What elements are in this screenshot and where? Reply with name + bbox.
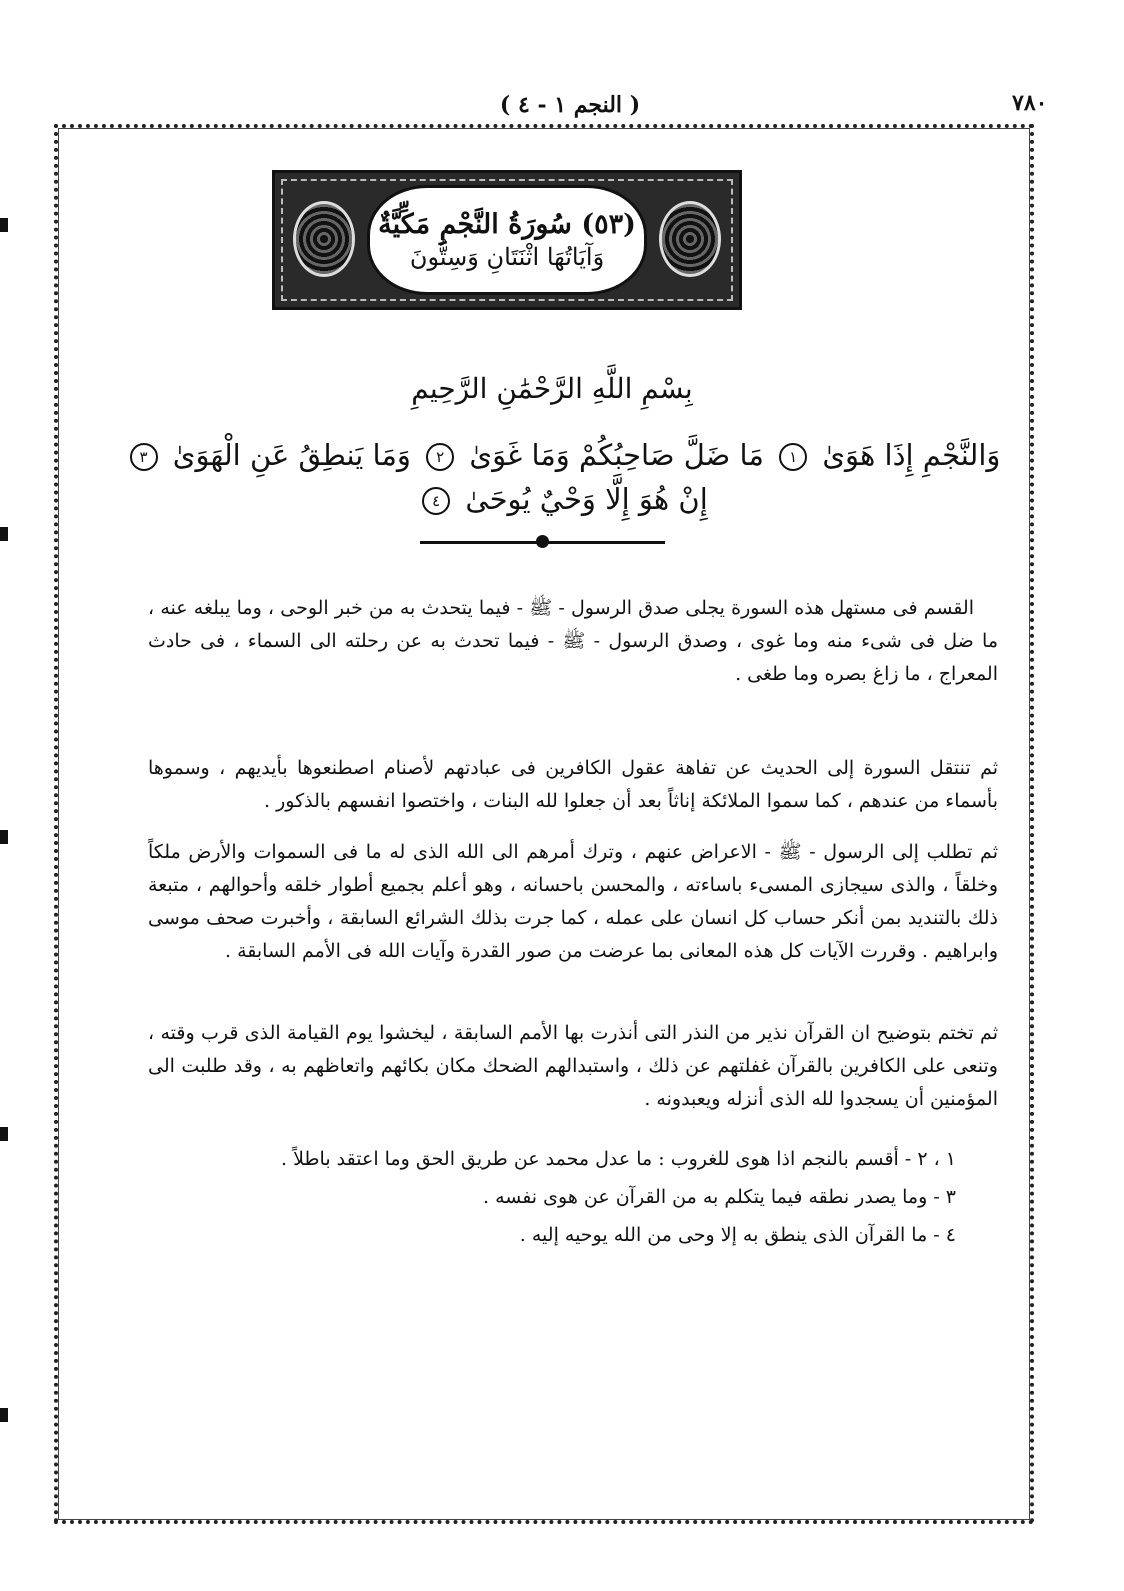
commentary-note: ١ ، ٢ - أقسم بالنجم اذا هوى للغروب : ما عدل محمد عن طريق الحق وما اعتقد باطلاً .: [281, 1148, 956, 1170]
scan-edge-mark: [0, 527, 8, 541]
running-head: ( النجم ١ - ٤ ): [499, 92, 641, 118]
paragraph-text: ثم تنتقل السورة إلى الحديث عن تفاهة عقول الكافرين فى عبادتهم لأصنام اصطنعوها بأيديهم ، وسموها بأسماء من عندهم ، كما سموا الملائكة إناثاً بعد أن جعلوا لله البنات ، واختصوا انفسهم بالذكور .: [148, 757, 998, 812]
scan-edge-mark: [0, 218, 8, 232]
ayah-number-marker: ٢: [426, 443, 454, 471]
page-frame-inner: [58, 128, 1030, 1520]
quran-verses: [122, 434, 1002, 521]
paragraph-text: القسم فى مستهل هذه السورة يجلى صدق الرسول - ﷺ - فيما يتحدث به من خبر الوحى ، وما يبلغه عنه ، ما ضل فى شىء منه وما غوى ، وصدق الرسول - ﷺ - فيما تحدث به عن رحلته الى السماء ، فى حادث المعراج ، ما زاغ بصره وما طغى .: [148, 597, 998, 685]
separator-dot: [536, 535, 549, 548]
ayah-number-marker: ٣: [130, 443, 158, 471]
intro-paragraph: [148, 592, 998, 691]
ayah-number-marker: ١: [779, 443, 807, 471]
surah-verse-count: وَآيَاتُهَا اثْنَتَانِ وَسِتُّونَ: [409, 242, 605, 271]
scan-edge-mark: [0, 830, 8, 844]
commentary-note: ٤ - ما القرآن الذى ينطق به إلا وحى من الله يوحيه إليه .: [519, 1224, 956, 1246]
verse-text: مَا ضَلَّ صَاحِبُكُمْ وَمَا غَوَىٰ: [469, 438, 764, 472]
verse-text: إِنْ هُوَ إِلَّا وَحْيٌ يُوحَىٰ: [465, 481, 708, 516]
rosette-ornament-icon: [659, 201, 721, 277]
page-number: ٧٨٠: [1012, 90, 1048, 116]
verse-text: وَمَا يَنطِقُ عَنِ الْهَوَىٰ: [172, 438, 411, 472]
scan-edge-mark: [0, 1408, 8, 1422]
intro-paragraph: [148, 752, 998, 818]
rosette-ornament-icon: [293, 201, 355, 277]
intro-paragraph: [148, 1017, 998, 1116]
ayah-number-marker: ٤: [422, 487, 450, 515]
basmala: بِسْمِ اللَّهِ الرَّحْمَٰنِ الرَّحِيمِ: [411, 372, 693, 405]
verse-text: وَالنَّجْمِ إِذَا هَوَىٰ: [822, 438, 1001, 472]
surah-banner: [272, 170, 742, 310]
scan-edge-mark: [0, 1127, 8, 1141]
surah-name: (٥٣) سُورَةُ النَّجْمِ مَكِّيَّةٌ: [378, 208, 636, 240]
intro-paragraph: [148, 836, 998, 968]
paragraph-text: ثم تطلب إلى الرسول - ﷺ - الاعراض عنهم ، وترك أمرهم الى الله الذى له ما فى السموات والأرض ملكاً وخلقاً ، والذى سيجازى المسىء باساءته ، والمحسن باحسانه ، وهو أعلم بجميع أطوار خلقه وأحوالهم ، متبعة ذلك بالتنديد بمن أنكر حساب كل انسان على عمله ، كما جرت بذلك الشرائع السابقة ، وأخبرت صحف موسى وابراهيم . وقررت الآيات كل هذه المعانى بما عرضت من صور القدرة وآيات الله فى الأمم السابقة .: [148, 841, 998, 962]
paragraph-text: ثم تختم بتوضيح ان القرآن نذير من النذر التى أنذرت بها الأمم السابقة ، ليخشوا يوم القيامة الذى قرب وقته ، وتنعى على الكافرين بالقرآن غفلتهم عن ذلك ، واستبدالهم الضحك مكان بكائهم واتعاظهم به ، وقد طلبت الى المؤمنين أن يسجدوا لله الذى أنزله ويعبدونه .: [148, 1022, 998, 1110]
banner-cartouche: [367, 185, 647, 295]
commentary-note: ٣ - وما يصدر نطقه فيما يتكلم به من القرآن عن هوى نفسه .: [482, 1186, 956, 1208]
